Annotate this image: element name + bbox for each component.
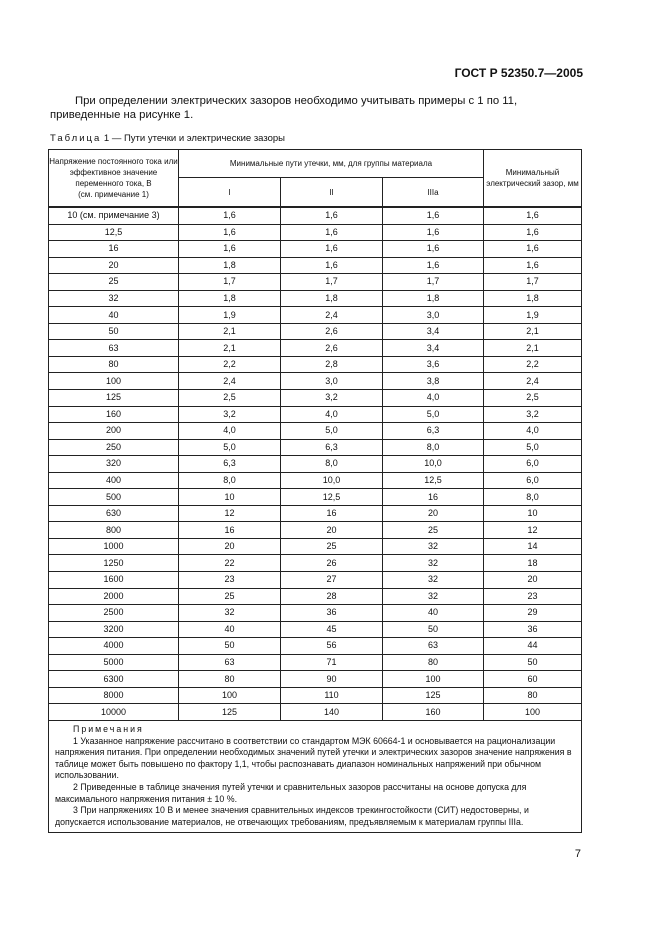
voltage-cell: 10000 xyxy=(49,704,179,721)
voltage-cell: 80 xyxy=(49,356,179,373)
creepage-cell: 4,0 xyxy=(281,406,383,423)
creepage-cell: 6,3 xyxy=(281,439,383,456)
table-row xyxy=(49,555,582,572)
creepage-cell: 6,3 xyxy=(383,423,484,440)
page-number: 7 xyxy=(574,848,581,860)
creepage-cell: 12 xyxy=(179,505,281,522)
clearance-cell: 23 xyxy=(484,588,582,605)
clearance-cell: 2,2 xyxy=(484,356,582,373)
creepage-cell: 3,0 xyxy=(383,307,484,324)
clearance-cell: 1,6 xyxy=(484,257,582,274)
clearance-cell: 29 xyxy=(484,605,582,622)
voltage-cell: 125 xyxy=(49,390,179,407)
voltage-cell: 2500 xyxy=(49,605,179,622)
table-row xyxy=(49,522,582,539)
creepage-cell: 32 xyxy=(383,588,484,605)
creepage-cell: 3,0 xyxy=(281,373,383,390)
creepage-cell: 40 xyxy=(383,605,484,622)
voltage-cell: 63 xyxy=(49,340,179,357)
clearance-cell: 20 xyxy=(484,572,582,589)
header-group-i: I xyxy=(179,178,281,208)
creepage-cell: 1,8 xyxy=(179,257,281,274)
creepage-cell: 27 xyxy=(281,572,383,589)
creepage-cell: 160 xyxy=(383,704,484,721)
table-row xyxy=(49,687,582,704)
creepage-cell: 2,6 xyxy=(281,323,383,340)
creepage-cell: 80 xyxy=(179,671,281,688)
creepage-clearance-table xyxy=(48,149,582,833)
table-row xyxy=(49,621,582,638)
creepage-cell: 125 xyxy=(383,687,484,704)
notes-row xyxy=(49,720,582,832)
clearance-cell: 2,1 xyxy=(484,340,582,357)
header-group-iiia: IIIa xyxy=(383,178,484,208)
creepage-cell: 12,5 xyxy=(383,472,484,489)
creepage-cell: 1,8 xyxy=(281,290,383,307)
clearance-cell: 6,0 xyxy=(484,456,582,473)
creepage-cell: 8,0 xyxy=(383,439,484,456)
clearance-cell: 60 xyxy=(484,671,582,688)
note-item: 2 Приведенные в таблице значения путей утечки и сравнительных зазоров рассчитаны на основе допуска для максимального напряжения питания ± 10 %. xyxy=(55,781,527,804)
creepage-cell: 1,6 xyxy=(383,207,484,224)
clearance-cell: 1,7 xyxy=(484,274,582,291)
creepage-cell: 3,4 xyxy=(383,340,484,357)
creepage-cell: 2,1 xyxy=(179,323,281,340)
voltage-cell: 1000 xyxy=(49,538,179,555)
clearance-cell: 6,0 xyxy=(484,472,582,489)
creepage-cell: 1,6 xyxy=(383,241,484,258)
creepage-cell: 25 xyxy=(179,588,281,605)
creepage-cell: 2,2 xyxy=(179,356,281,373)
clearance-cell: 1,6 xyxy=(484,224,582,241)
creepage-cell: 10 xyxy=(179,489,281,506)
clearance-cell: 12 xyxy=(484,522,582,539)
voltage-cell: 32 xyxy=(49,290,179,307)
voltage-cell: 40 xyxy=(49,307,179,324)
creepage-cell: 1,6 xyxy=(179,224,281,241)
voltage-cell: 500 xyxy=(49,489,179,506)
creepage-cell: 2,8 xyxy=(281,356,383,373)
creepage-cell: 1,6 xyxy=(281,257,383,274)
clearance-cell: 1,8 xyxy=(484,290,582,307)
header-creepage: Минимальные пути утечки, мм, для группы материала xyxy=(179,150,484,178)
creepage-cell: 80 xyxy=(383,654,484,671)
creepage-cell: 36 xyxy=(281,605,383,622)
voltage-cell: 200 xyxy=(49,423,179,440)
creepage-cell: 1,8 xyxy=(383,290,484,307)
creepage-cell: 2,5 xyxy=(179,390,281,407)
creepage-cell: 25 xyxy=(383,522,484,539)
creepage-cell: 20 xyxy=(179,538,281,555)
table-row xyxy=(49,423,582,440)
creepage-cell: 40 xyxy=(179,621,281,638)
voltage-cell: 10 (см. примечание 3) xyxy=(49,207,179,224)
table-row xyxy=(49,704,582,721)
creepage-cell: 125 xyxy=(179,704,281,721)
table-row xyxy=(49,638,582,655)
notes-title: Примечания xyxy=(73,723,144,734)
table-row xyxy=(49,456,582,473)
creepage-cell: 23 xyxy=(179,572,281,589)
creepage-cell: 16 xyxy=(281,505,383,522)
table-caption xyxy=(50,133,285,144)
table-row xyxy=(49,605,582,622)
creepage-cell: 32 xyxy=(179,605,281,622)
creepage-cell: 8,0 xyxy=(281,456,383,473)
clearance-cell: 100 xyxy=(484,704,582,721)
voltage-cell: 250 xyxy=(49,439,179,456)
creepage-cell: 140 xyxy=(281,704,383,721)
table-row xyxy=(49,307,582,324)
clearance-cell: 14 xyxy=(484,538,582,555)
creepage-cell: 1,7 xyxy=(383,274,484,291)
intro-paragraph: При определении электрических зазоров необходимо учитывать примеры с 1 по 11, приведенные на рисунке 1. xyxy=(50,95,518,121)
creepage-cell: 2,4 xyxy=(179,373,281,390)
clearance-cell: 44 xyxy=(484,638,582,655)
creepage-cell: 100 xyxy=(179,687,281,704)
table-row xyxy=(49,207,582,224)
creepage-cell: 3,8 xyxy=(383,373,484,390)
creepage-cell: 1,7 xyxy=(179,274,281,291)
creepage-cell: 1,6 xyxy=(281,224,383,241)
creepage-cell: 22 xyxy=(179,555,281,572)
creepage-cell: 5,0 xyxy=(383,406,484,423)
voltage-cell: 50 xyxy=(49,323,179,340)
creepage-cell: 3,2 xyxy=(281,390,383,407)
creepage-cell: 25 xyxy=(281,538,383,555)
clearance-cell: 2,1 xyxy=(484,323,582,340)
creepage-cell: 90 xyxy=(281,671,383,688)
header-voltage: Напряжение постоянного тока или эффективное значение переменного тока, В (см. примечание 1) xyxy=(49,150,179,208)
creepage-cell: 71 xyxy=(281,654,383,671)
creepage-cell: 50 xyxy=(383,621,484,638)
clearance-cell: 36 xyxy=(484,621,582,638)
header-group-ii: II xyxy=(281,178,383,208)
voltage-cell: 320 xyxy=(49,456,179,473)
clearance-cell: 8,0 xyxy=(484,489,582,506)
table-row xyxy=(49,356,582,373)
creepage-cell: 1,9 xyxy=(179,307,281,324)
creepage-cell: 4,0 xyxy=(179,423,281,440)
creepage-cell: 50 xyxy=(179,638,281,655)
clearance-cell: 2,4 xyxy=(484,373,582,390)
creepage-cell: 1,7 xyxy=(281,274,383,291)
voltage-cell: 160 xyxy=(49,406,179,423)
voltage-cell: 1600 xyxy=(49,572,179,589)
voltage-cell: 800 xyxy=(49,522,179,539)
creepage-cell: 28 xyxy=(281,588,383,605)
creepage-cell: 32 xyxy=(383,572,484,589)
creepage-cell: 10,0 xyxy=(383,456,484,473)
clearance-cell: 5,0 xyxy=(484,439,582,456)
creepage-cell: 20 xyxy=(383,505,484,522)
clearance-cell: 2,5 xyxy=(484,390,582,407)
voltage-cell: 20 xyxy=(49,257,179,274)
creepage-cell: 1,6 xyxy=(281,241,383,258)
table-row xyxy=(49,224,582,241)
voltage-cell: 400 xyxy=(49,472,179,489)
table-caption-label: Таблица xyxy=(50,133,102,144)
creepage-cell: 8,0 xyxy=(179,472,281,489)
clearance-cell: 1,6 xyxy=(484,241,582,258)
creepage-cell: 6,3 xyxy=(179,456,281,473)
creepage-cell: 12,5 xyxy=(281,489,383,506)
creepage-cell: 45 xyxy=(281,621,383,638)
clearance-cell: 3,2 xyxy=(484,406,582,423)
voltage-cell: 3200 xyxy=(49,621,179,638)
clearance-cell: 1,9 xyxy=(484,307,582,324)
table-row xyxy=(49,390,582,407)
voltage-cell: 8000 xyxy=(49,687,179,704)
table-row xyxy=(49,241,582,258)
creepage-cell: 2,1 xyxy=(179,340,281,357)
creepage-cell: 1,6 xyxy=(179,241,281,258)
creepage-cell: 3,6 xyxy=(383,356,484,373)
clearance-cell: 18 xyxy=(484,555,582,572)
voltage-cell: 4000 xyxy=(49,638,179,655)
voltage-cell: 16 xyxy=(49,241,179,258)
creepage-cell: 3,4 xyxy=(383,323,484,340)
creepage-cell: 1,6 xyxy=(383,257,484,274)
creepage-cell: 3,2 xyxy=(179,406,281,423)
table-row xyxy=(49,439,582,456)
voltage-cell: 6300 xyxy=(49,671,179,688)
creepage-cell: 32 xyxy=(383,538,484,555)
clearance-cell: 50 xyxy=(484,654,582,671)
creepage-cell: 16 xyxy=(179,522,281,539)
clearance-cell: 4,0 xyxy=(484,423,582,440)
clearance-cell: 80 xyxy=(484,687,582,704)
creepage-cell: 56 xyxy=(281,638,383,655)
table-row xyxy=(49,406,582,423)
creepage-cell: 110 xyxy=(281,687,383,704)
table-row xyxy=(49,505,582,522)
voltage-cell: 25 xyxy=(49,274,179,291)
table-row xyxy=(49,373,582,390)
voltage-cell: 2000 xyxy=(49,588,179,605)
table-row xyxy=(49,472,582,489)
document-code: ГОСТ Р 52350.7—2005 xyxy=(454,66,583,80)
notes-cell xyxy=(49,720,582,832)
voltage-cell: 5000 xyxy=(49,654,179,671)
note-item: 1 Указанное напряжение рассчитано в соответствии со стандартом МЭК 60664-1 и основывается на рационализации напряжения питания. При определении необходимых значений путей утечки и электрических зазоров значение напряжения в таблице может быть повышено по фактору 1,1, чтобы распознавать диапазон номинальных напряжений при обычном использовании. xyxy=(55,735,572,781)
voltage-cell: 12,5 xyxy=(49,224,179,241)
table-row xyxy=(49,257,582,274)
table-row xyxy=(49,340,582,357)
table-row xyxy=(49,671,582,688)
creepage-cell: 100 xyxy=(383,671,484,688)
creepage-cell: 2,6 xyxy=(281,340,383,357)
creepage-cell: 20 xyxy=(281,522,383,539)
table-row xyxy=(49,538,582,555)
creepage-cell: 16 xyxy=(383,489,484,506)
voltage-cell: 630 xyxy=(49,505,179,522)
creepage-cell: 10,0 xyxy=(281,472,383,489)
creepage-cell: 63 xyxy=(383,638,484,655)
note-item: 3 При напряжениях 10 В и менее значения сравнительных индексов трекингостойкости (СИТ) недостоверны, и допускается использование материалов, не отвечающих требованиям, предъявляемым к материалам группы IIIa. xyxy=(55,805,529,827)
creepage-cell: 1,8 xyxy=(179,290,281,307)
creepage-cell: 2,4 xyxy=(281,307,383,324)
creepage-cell: 1,6 xyxy=(179,207,281,224)
table-row xyxy=(49,323,582,340)
table-row xyxy=(49,654,582,671)
header-clearance: Минимальный электрический зазор, мм xyxy=(484,150,582,208)
creepage-cell: 4,0 xyxy=(383,390,484,407)
creepage-cell: 1,6 xyxy=(281,207,383,224)
table-row xyxy=(49,274,582,291)
table-row xyxy=(49,588,582,605)
creepage-cell: 5,0 xyxy=(281,423,383,440)
clearance-cell: 10 xyxy=(484,505,582,522)
creepage-cell: 26 xyxy=(281,555,383,572)
voltage-cell: 1250 xyxy=(49,555,179,572)
creepage-cell: 5,0 xyxy=(179,439,281,456)
creepage-cell: 1,6 xyxy=(383,224,484,241)
creepage-cell: 32 xyxy=(383,555,484,572)
table-row xyxy=(49,290,582,307)
table-caption-title: 1 — Пути утечки и электрические зазоры xyxy=(103,133,286,144)
voltage-cell: 100 xyxy=(49,373,179,390)
table-row xyxy=(49,489,582,506)
clearance-cell: 1,6 xyxy=(484,207,582,224)
creepage-cell: 63 xyxy=(179,654,281,671)
table-row xyxy=(49,572,582,589)
